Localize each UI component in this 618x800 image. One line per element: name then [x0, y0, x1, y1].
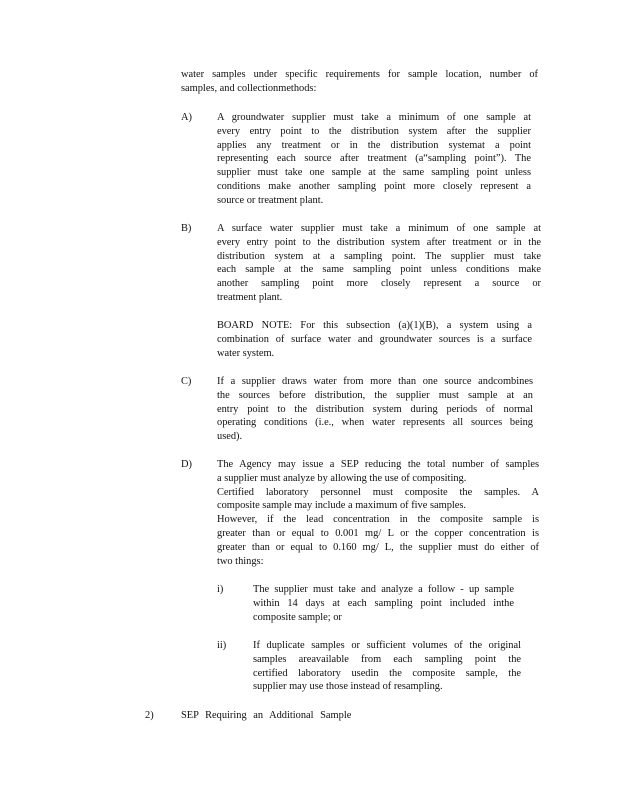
section-number-2: 2) — [145, 710, 154, 721]
text-line: treatment plant. — [217, 291, 283, 303]
text-line: However, if the lead concentration in the composite sample is — [217, 514, 539, 526]
item-label-d: D) — [181, 459, 192, 470]
text-line: A groundwater supplier must take a minimum of one sample at — [217, 112, 531, 123]
text-line: used). — [217, 431, 243, 443]
text-line: supplier must take one sample at the same sampling point unless — [217, 167, 531, 179]
text-line: composite sample; or — [253, 611, 342, 623]
item-a-paragraph — [217, 111, 531, 208]
text-line: The supplier must take and analyze a follow - up sample — [253, 584, 514, 595]
subitem-label-i: i) — [217, 584, 224, 595]
text-line: conditions make another sampling point more closely represent a — [217, 180, 531, 192]
text-line: composite sample may include a maximum of five samples. — [217, 500, 467, 512]
board-note-paragraph — [217, 319, 532, 360]
text-line: certified laboratory usedin the composite sample, the — [253, 667, 521, 679]
section-heading: SEP Requiring an Additional Sample — [181, 710, 352, 721]
intro-paragraph — [181, 68, 538, 96]
item-label-c: C) — [181, 376, 192, 387]
text-line: a supplier must analyze by allowing the use of compositing. — [217, 472, 467, 484]
text-line: If duplicate samples or sufficient volumes of the original — [253, 640, 521, 651]
text-line: A surface water supplier must take a minimum of one sample at — [217, 223, 541, 234]
text-line: two things: — [217, 555, 264, 567]
text-line: combination of surface water and groundwater sources is a surface — [217, 333, 532, 345]
text-line: Certified laboratory personnel must composite the samples. A — [217, 486, 539, 498]
subitem-ii-paragraph — [253, 639, 521, 694]
item-c-paragraph — [217, 375, 533, 444]
text-line: If a supplier draws water from more than one source andcombines — [217, 376, 533, 387]
text-line: supplier may use those instead of resampling. — [253, 681, 443, 693]
item-label-a: A) — [181, 112, 192, 123]
text-line: every entry point to the distribution system after the supplier — [217, 125, 531, 137]
item-d-paragraph — [217, 458, 539, 568]
text-line: each sample at the same sampling point unless conditions make — [217, 264, 541, 276]
text-line: representing each source after treatment (a“sampling point”). The — [217, 153, 531, 165]
text-line: samples, and collectionmethods: — [181, 82, 317, 94]
text-line: distribution system at a sampling point. The supplier must take — [217, 250, 541, 262]
item-b-paragraph — [217, 222, 541, 305]
text-line: water system. — [217, 347, 275, 359]
text-line: BOARD NOTE: For this subsection (a)(1)(B), a system using a — [217, 320, 532, 331]
text-line: The Agency may issue a SEP reducing the total number of samples — [217, 459, 539, 470]
text-line: another sampling point more closely represent a source or — [217, 278, 541, 290]
subitem-label-ii: ii) — [217, 640, 227, 651]
text-line: every entry point to the distribution system after treatment or in the — [217, 236, 541, 248]
text-line: source or treatment plant. — [217, 194, 324, 206]
text-line: within 14 days at each sampling point included inthe — [253, 597, 514, 609]
item-label-b: B) — [181, 223, 192, 234]
text-line: greater than or equal to 0.160 mg/ L, the supplier must do either of — [217, 541, 539, 553]
text-line: entry point to the distribution system during periods of normal — [217, 403, 533, 415]
text-line: operating conditions (i.e., when water represents all sources being — [217, 417, 533, 429]
text-line: water samples under specific requirements for sample location, number of — [181, 69, 538, 80]
text-line: applies any treatment or in the distribution systemat a point — [217, 139, 531, 151]
subitem-i-paragraph — [253, 583, 514, 624]
text-line: greater than or equal to 0.001 mg/ L or the copper concentration is — [217, 527, 539, 539]
text-line: samples areavailable from each sampling point the — [253, 653, 521, 665]
text-line: the sources before distribution, the supplier must sample at an — [217, 389, 533, 401]
